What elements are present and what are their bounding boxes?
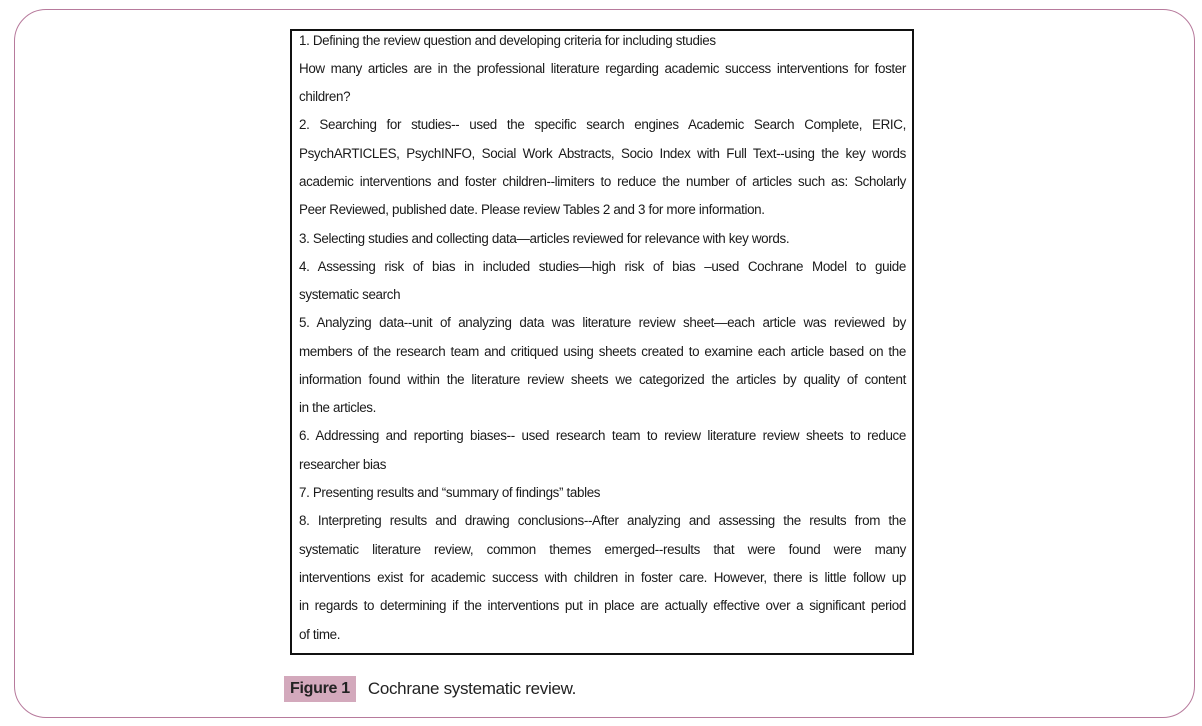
- caption-text: Cochrane systematic review.: [367, 679, 577, 698]
- text-line: 3. Selecting studies and collecting data—articles reviewed for relevance with key words.: [299, 231, 790, 246]
- text-line: academic interventions and foster children--limiters to reduce the number of articles such as: Scholarly: [299, 174, 906, 189]
- text-line: How many articles are in the professional literature regarding academic success interventions for foster: [299, 61, 906, 76]
- text-line: information found within the literature review sheets we categorized the articles by quality of content: [299, 372, 906, 387]
- figure-caption: [284, 676, 576, 702]
- text-line: in the articles.: [299, 400, 377, 415]
- text-line: 4. Assessing risk of bias in included studies—high risk of bias –used Cochrane Model to guide: [299, 259, 906, 274]
- figure-label: Figure 1: [284, 676, 356, 702]
- text-line: 1. Defining the review question and developing criteria for including studies: [299, 33, 716, 48]
- text-line: 8. Interpreting results and drawing conclusions--After analyzing and assessing the results from the: [299, 513, 906, 528]
- figure-box: [290, 29, 914, 655]
- text-line: 2. Searching for studies-- used the specific search engines Academic Search Complete, ERIC,: [299, 117, 906, 132]
- text-line: PsychARTICLES, PsychINFO, Social Work Abstracts, Socio Index with Full Text--using the key words: [299, 146, 906, 161]
- text-line: Peer Reviewed, published date. Please review Tables 2 and 3 for more information.: [299, 202, 765, 217]
- text-line: of time.: [299, 627, 341, 642]
- text-line: interventions exist for academic success with children in foster care. However, there is little follow up: [299, 570, 906, 585]
- text-line: systematic literature review, common themes emerged--results that were found were many: [299, 542, 906, 557]
- text-line: members of the research team and critiqued using sheets created to examine each article based on the: [299, 344, 906, 359]
- text-line: 6. Addressing and reporting biases-- used research team to review literature review sheets to reduce: [299, 428, 906, 443]
- text-line: 5. Analyzing data--unit of analyzing data was literature review sheet—each article was reviewed by: [299, 315, 906, 330]
- text-line: researcher bias: [299, 457, 387, 472]
- text-line: systematic search: [299, 287, 401, 302]
- text-line: children?: [299, 89, 351, 104]
- text-line: 7. Presenting results and “summary of findings” tables: [299, 485, 601, 500]
- text-line: in regards to determining if the interventions put in place are actually effective over a significant period: [299, 598, 906, 613]
